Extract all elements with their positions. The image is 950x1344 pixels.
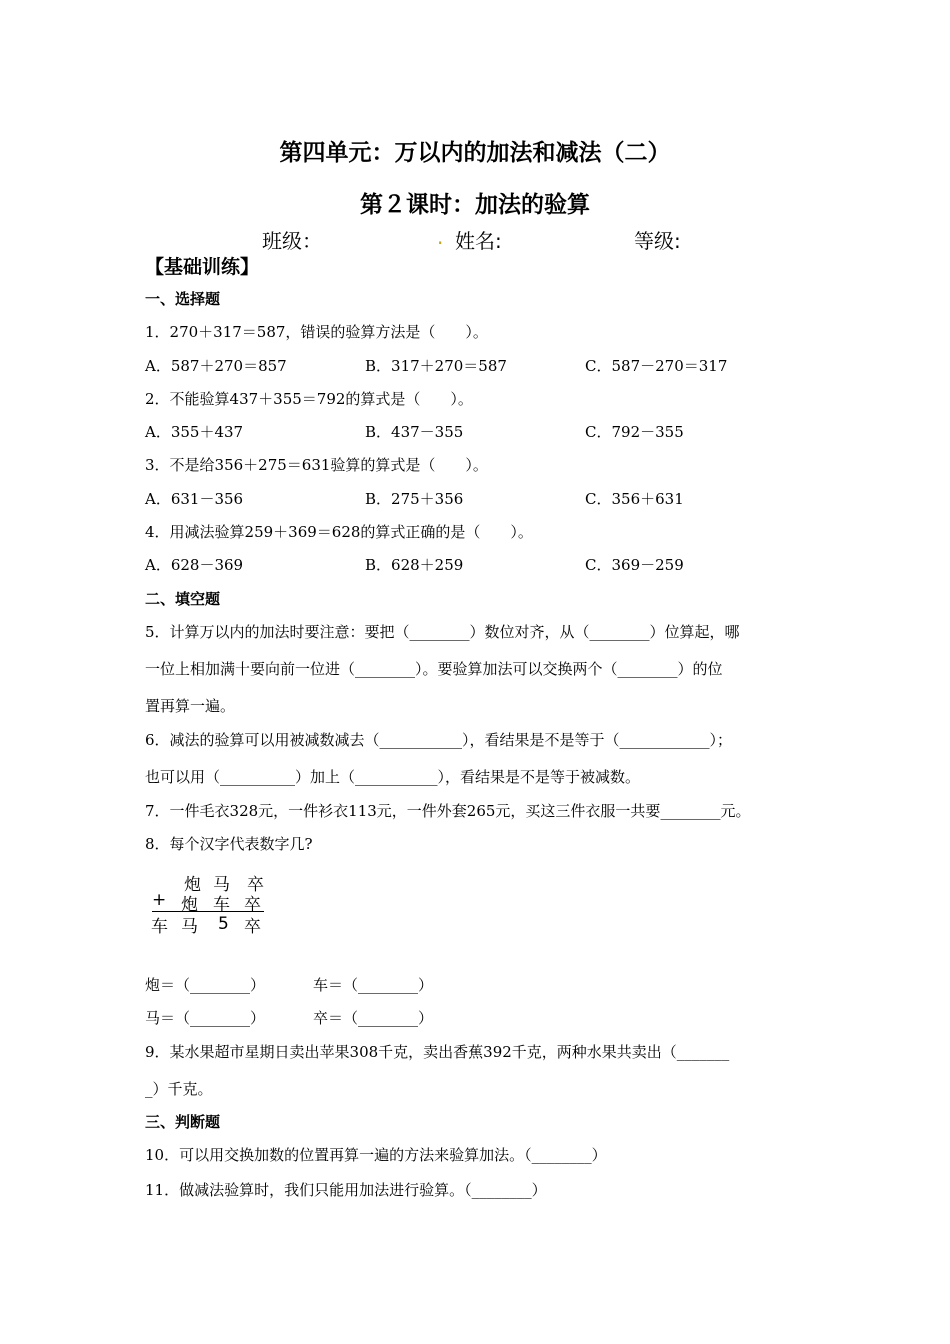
puzzle-plus-sign: +: [152, 890, 167, 910]
q1-option-a: A．587＋270＝857: [145, 357, 287, 375]
q8-stem: 8．每个汉字代表数字几?: [145, 835, 313, 853]
q11-text: 11．做减法验算时，我们只能用加法进行验算。（________）: [145, 1181, 547, 1199]
q3-option-b: B．275＋356: [365, 490, 464, 508]
q4-option-c: C．369－259: [585, 556, 684, 574]
puzzle-row1-ones: 卒: [247, 875, 264, 895]
puzzle-row3-thousands: 车: [151, 917, 168, 937]
q2-option-a: A．355＋437: [145, 423, 244, 441]
puzzle-row1-tens: 马: [213, 875, 230, 895]
class-label: 班级：: [262, 229, 322, 253]
puzzle-row3-ones: 卒: [244, 917, 261, 937]
q8-answer-che: 车＝（________）: [313, 976, 434, 994]
q3-option-a: A．631－356: [145, 490, 244, 508]
q1-option-b: B．317＋270＝587: [365, 357, 507, 375]
q4-option-b: B．628＋259: [365, 556, 464, 574]
puzzle-row1-hundreds: 炮: [184, 875, 201, 895]
name-label: 姓名:: [455, 229, 502, 253]
puzzle-row3-hundreds: 马: [181, 917, 198, 937]
q9-line1: 9．某水果超市星期日卖出苹果308千克，卖出香蕉392千克，两种水果共卖出（_______: [145, 1043, 730, 1061]
q1-option-c: C．587－270＝317: [585, 357, 728, 375]
basic-training-heading: 【基础训练】: [145, 256, 260, 278]
q7-text: 7．一件毛衣328元，一件衫衣113元，一件外套265元，买这三件衣服一共要________元。: [145, 802, 751, 820]
q6-line2: 也可以用（__________）加上（___________），看结果是不是等于被减数。: [145, 768, 641, 786]
q5-line1: 5．计算万以内的加法时要注意：要把（________）数位对齐，从（________）位算起，哪: [145, 623, 740, 641]
q8-answer-ma: 马＝（________）: [145, 1009, 266, 1027]
section-choice: 一、选择题: [145, 290, 221, 308]
q5-line2: 一位上相加满十要向前一位进（________）。要验算加法可以交换两个（________）的位: [145, 660, 723, 678]
puzzle-row2-tens: 车: [213, 895, 230, 915]
section-judge: 三、判断题: [145, 1113, 221, 1131]
q2-stem: 2．不能验算437＋355＝792的算式是（ ）。: [145, 390, 473, 408]
puzzle-row2-hundreds: 炮: [181, 895, 198, 915]
page-subtitle: 第２课时：加法的验算: [360, 192, 590, 218]
q8-answer-zu: 卒＝（________）: [313, 1009, 434, 1027]
grade-label: 等级:: [634, 229, 681, 253]
puzzle-row3-tens: 5: [218, 914, 229, 934]
q6-line1: 6．减法的验算可以用被减数减去（___________），看结果是不是等于（____________）；: [145, 731, 733, 749]
dot-mark: .: [437, 225, 444, 249]
section-fill: 二、填空题: [145, 590, 221, 608]
q5-line3: 置再算一遍。: [145, 697, 236, 715]
puzzle-row2-ones: 卒: [244, 895, 261, 915]
q3-option-c: C．356＋631: [585, 490, 684, 508]
q3-stem: 3．不是给356＋275＝631验算的算式是（ ）。: [145, 456, 488, 474]
q4-option-a: A．628－369: [145, 556, 244, 574]
q1-stem: 1．270＋317＝587，错误的验算方法是（ ）。: [145, 323, 488, 341]
q2-option-c: C．792－355: [585, 423, 684, 441]
q8-answer-pao: 炮＝（________）: [145, 976, 266, 994]
q4-stem: 4．用减法验算259＋369＝628的算式正确的是（ ）。: [145, 523, 533, 541]
q9-line2: _）千克。: [145, 1080, 213, 1098]
q2-option-b: B．437－355: [365, 423, 464, 441]
page-title: 第四单元：万以内的加法和减法（二）: [279, 140, 671, 166]
q10-text: 10．可以用交换加数的位置再算一遍的方法来验算加法。（________）: [145, 1146, 607, 1164]
